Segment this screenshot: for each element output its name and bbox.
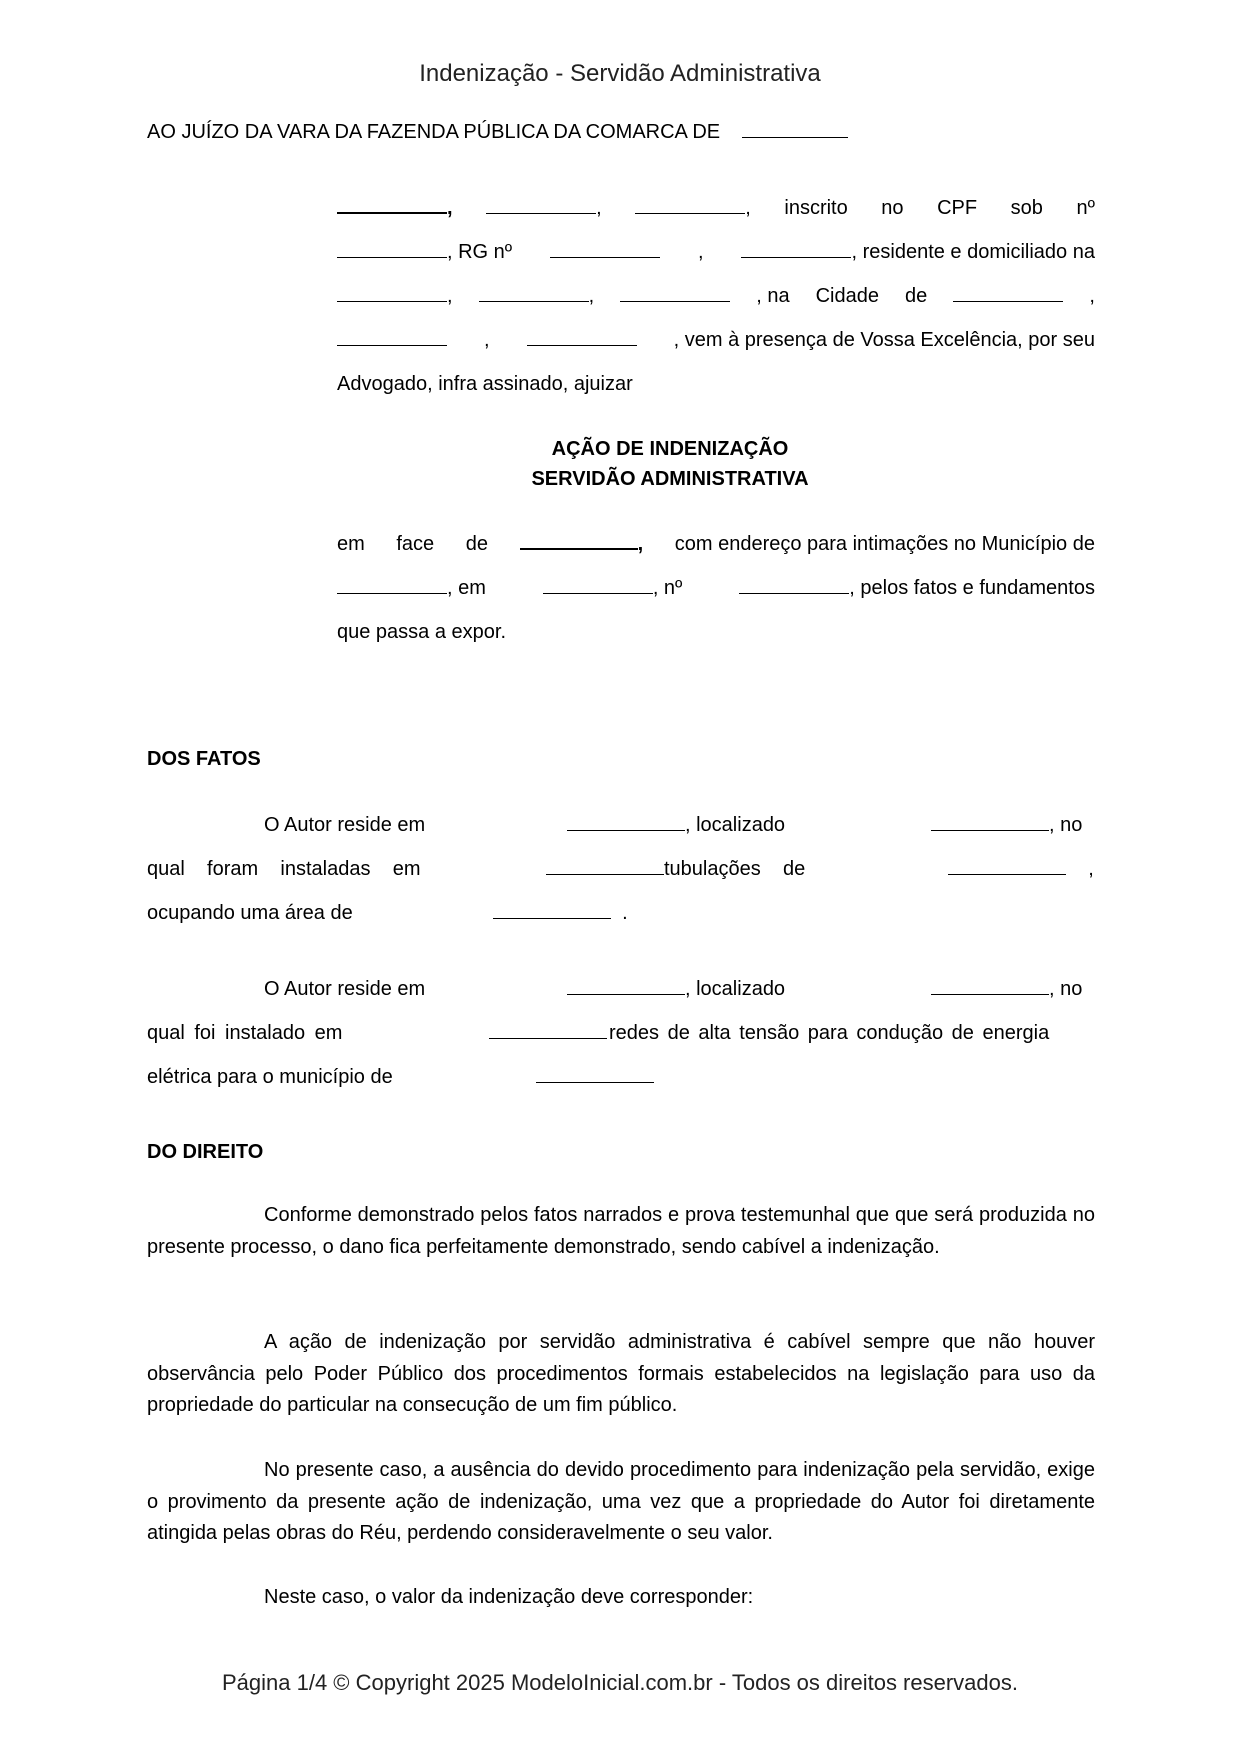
- facts-heading: DOS FATOS: [147, 748, 261, 770]
- text: tubulações: [664, 858, 761, 880]
- cep-blank: [527, 344, 637, 346]
- area-blank: [493, 917, 611, 919]
- text: redes de alta tensão para condução de energia: [609, 1022, 1050, 1044]
- nationality-blank: [486, 212, 596, 214]
- district-blank: [620, 300, 730, 302]
- defendant-line-2: [337, 577, 1095, 600]
- text: de: [465, 533, 489, 555]
- text: ,: [484, 329, 490, 351]
- number-blank: [479, 300, 589, 302]
- facts-p2-l2a: qual foi instalado em: [147, 1022, 343, 1044]
- facts-p1-l1b: [567, 814, 785, 837]
- text: , localizado: [685, 814, 786, 836]
- text: ,: [1088, 858, 1094, 880]
- text: com endereço para intimações no Município de: [674, 533, 1095, 555]
- law-paragraph-4: Neste caso, o valor da indenização deve corresponder:: [264, 1586, 754, 1608]
- text: foram: [207, 858, 259, 880]
- qualification-line-3: [337, 285, 1095, 308]
- cpf-blank: [337, 256, 447, 258]
- text: , localizado: [685, 978, 786, 1000]
- text: de: [782, 858, 806, 880]
- law-paragraph-2: A ação de indenização por servidão administrativa é cabível sempre que não houver observância pelo Poder Público dos procedimentos formais estabelecidos na legislação para uso da propriedade do particular na consecução de um fim público.: [147, 1331, 1095, 1416]
- city-blank: [953, 300, 1063, 302]
- facts-p1-l3b: [493, 902, 628, 925]
- text: de: [905, 285, 928, 307]
- facts-p2-l1b: [567, 978, 785, 1001]
- text: face: [396, 533, 435, 555]
- installation-date-blank: [546, 873, 664, 875]
- residence-blank: [567, 993, 685, 995]
- facts-p2-l1a: O Autor reside em: [264, 978, 426, 1000]
- comma: ,: [596, 197, 602, 219]
- pipe-type-blank: [948, 873, 1066, 875]
- defendant-line-1: [337, 533, 1095, 556]
- text: em: [337, 533, 365, 555]
- text: ,: [447, 285, 453, 307]
- text: ,: [697, 241, 704, 263]
- text: em: [392, 858, 421, 880]
- page-footer: Página 1/4 © Copyright 2025 ModeloInicial.com.br - Todos os direitos reservados.: [222, 1670, 1018, 1695]
- text: , vem à presença de Vossa Excelência, por seu: [673, 329, 1095, 351]
- text: , em: [447, 577, 486, 599]
- facts-p1-l2e: [546, 858, 805, 881]
- defendant-number-blank: [739, 592, 849, 594]
- action-title-line-1: AÇÃO DE INDENIZAÇÃO: [551, 438, 789, 460]
- qualification-line-2: [337, 241, 1095, 264]
- text: sob: [1010, 197, 1043, 219]
- qualification-line-4: [337, 329, 1095, 352]
- location-blank: [931, 829, 1049, 831]
- text: Cidade: [815, 285, 879, 307]
- qualification-line-5: [337, 373, 1095, 396]
- addressee-line: [147, 121, 848, 144]
- comma: ,: [447, 197, 453, 219]
- text: , RG nº: [447, 241, 513, 263]
- defendant-name-blank: [520, 547, 638, 550]
- comma: ,: [745, 197, 751, 219]
- location-blank: [931, 993, 1049, 995]
- facts-p1-l2g: [948, 858, 1094, 881]
- text: inscrito: [784, 197, 848, 219]
- action-title-line-2: SERVIDÃO ADMINISTRATIVA: [531, 468, 809, 490]
- text: , no: [1049, 978, 1083, 1000]
- text: .: [622, 902, 628, 924]
- municipality-blank: [536, 1081, 654, 1083]
- law-paragraph-1: Conforme demonstrado pelos fatos narrados e prova testemunhal que que será produzida no presente processo, o dano fica perfeitamente demonstrado, sendo cabível a indenização.: [147, 1204, 1095, 1258]
- facts-p2-l1c: [931, 978, 1082, 1001]
- facts-p1-l2a: [147, 858, 421, 881]
- text: no: [881, 197, 904, 219]
- facts-p2-l2b: [489, 1022, 1049, 1045]
- facts-p1-l1c: [931, 814, 1082, 837]
- document-header-title: Indenização - Servidão Administrativa: [419, 60, 821, 87]
- text: , na: [756, 285, 790, 307]
- law-paragraph-3: No presente caso, a ausência do devido procedimento para indenização pela servidão, exige o provimento da presente ação de indenização, uma vez que a propriedade do Autor foi diretamente atingida pelas obras do Réu, perdendo consideravelmente o seu valor.: [147, 1459, 1095, 1544]
- text: ,: [588, 285, 595, 307]
- text: , nº: [652, 577, 683, 599]
- text: nº: [1076, 197, 1095, 219]
- qualification-line-1: [337, 197, 1095, 220]
- defendant-line-3: [337, 621, 1095, 644]
- facts-p2-l3b: [536, 1066, 654, 1089]
- text: ,: [1089, 285, 1095, 307]
- text: CPF: [937, 197, 978, 219]
- text: , residente e domiciliado na: [851, 241, 1095, 263]
- municipality-blank: [337, 592, 447, 594]
- marital-status-blank: [635, 212, 745, 214]
- text: , no: [1049, 814, 1083, 836]
- facts-p1-l1a: O Autor reside em: [264, 814, 426, 836]
- facts-p1-l3a: ocupando uma área de: [147, 902, 353, 924]
- installation-date-blank: [489, 1037, 607, 1039]
- text: qual: [147, 858, 185, 880]
- residence-blank: [567, 829, 685, 831]
- state-blank: [337, 344, 447, 346]
- addressee-text: AO JUÍZO DA VARA DA FAZENDA PÚBLICA DA COMARCA DE: [147, 121, 721, 143]
- comma: ,: [637, 533, 644, 555]
- address-blank: [741, 256, 851, 258]
- defendant-street-blank: [543, 592, 653, 594]
- comarca-blank: [742, 136, 848, 138]
- text: Advogado, infra assinado, ajuizar: [337, 373, 633, 395]
- name-blank: [337, 211, 447, 214]
- rg-blank: [550, 256, 660, 258]
- text: que passa a expor.: [337, 621, 507, 643]
- law-heading: DO DIREITO: [147, 1141, 264, 1163]
- text: instaladas: [280, 858, 371, 880]
- street-blank: [337, 300, 447, 302]
- facts-p2-l3a: elétrica para o município de: [147, 1066, 393, 1088]
- text: , pelos fatos e fundamentos: [849, 577, 1095, 599]
